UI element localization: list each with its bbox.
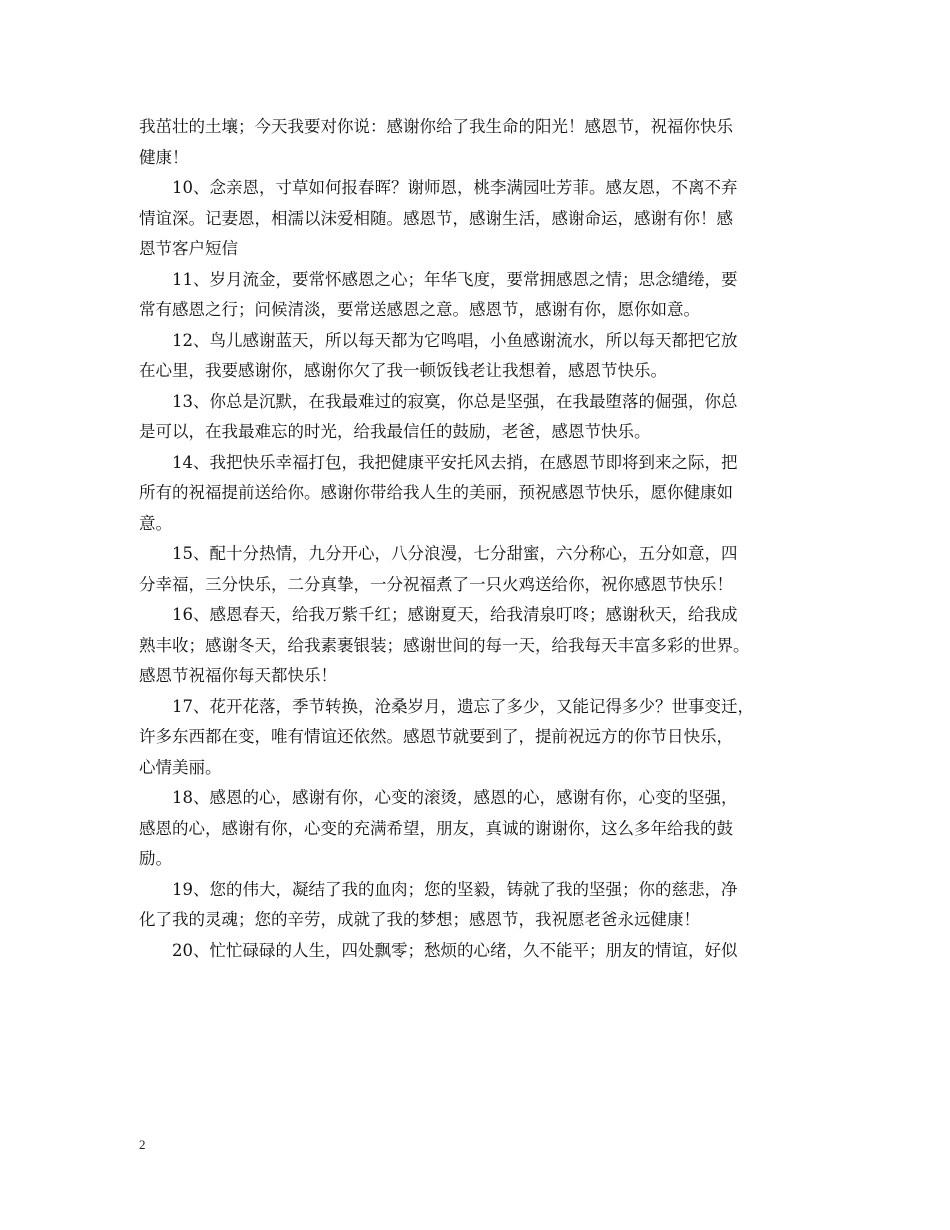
text-line: 感恩节祝福你每天都快乐！ bbox=[139, 666, 337, 685]
paragraph bbox=[139, 783, 819, 875]
paragraph bbox=[139, 600, 819, 692]
text-line: 17、花开花落，季节转换，沧桑岁月，遗忘了多少，又能记得多少？世事变迁， bbox=[172, 696, 754, 716]
text-line: 19、您的伟大，凝结了我的血肉；您的坚毅，铸就了我的坚强；你的慈悲，净 bbox=[172, 879, 738, 899]
paragraph bbox=[139, 112, 819, 173]
paragraph bbox=[139, 326, 819, 387]
text-line: 励。 bbox=[139, 849, 172, 868]
text-line: 20、忙忙碌碌的人生，四处飘零；愁烦的心绪，久不能平；朋友的情谊，好似 bbox=[172, 940, 738, 960]
text-line: 分幸福，三分快乐，二分真挚，一分祝福煮了一只火鸡送给你，祝你感恩节快乐！ bbox=[139, 574, 733, 594]
text-line: 健康！ bbox=[139, 147, 189, 167]
text-line: 我茁壮的土壤；今天我要对你说：感谢你给了我生命的阳光！感恩节，祝福你快乐 bbox=[139, 117, 733, 136]
text-line: 恩节客户短信 bbox=[139, 239, 238, 258]
text-line: 化了我的灵魂；您的辛劳，成就了我的梦想；感恩节，我祝愿老爸永远健康！ bbox=[139, 910, 700, 929]
paragraph bbox=[139, 875, 819, 936]
text-line: 在心里，我要感谢你，感谢你欠了我一顿饭钱老让我想着，感恩节快乐。 bbox=[139, 361, 667, 380]
text-line: 12、鸟儿感谢蓝天，所以每天都为它鸣唱，小鱼感谢流水，所以每天都把它放 bbox=[172, 330, 738, 350]
paragraph bbox=[139, 539, 819, 600]
text-line: 所有的祝福提前送给你。感谢你带给我人生的美丽，预祝感恩节快乐，愿你健康如 bbox=[139, 483, 733, 502]
text-line: 熟丰收；感谢冬天，给我素裹银装；感谢世间的每一天，给我每天丰富多彩的世界。 bbox=[139, 635, 750, 655]
page-number: 2 bbox=[139, 1137, 146, 1152]
text-line: 许多东西都在变，唯有情谊还依然。感恩节就要到了，提前祝远方的你节日快乐， bbox=[139, 727, 733, 746]
text-line: 感恩的心，感谢有你，心变的充满希望，朋友，真诚的谢谢你，这么多年给我的鼓 bbox=[139, 818, 733, 838]
paragraph bbox=[139, 173, 819, 265]
text-line: 15、配十分热情，九分开心，八分浪漫，七分甜蜜，六分称心，五分如意，四 bbox=[172, 544, 738, 563]
text-line: 14、我把快乐幸福打包，我把健康平安托风去捎，在感恩节即将到来之际，把 bbox=[172, 452, 738, 472]
body-text bbox=[139, 112, 819, 966]
text-line: 16、感恩春天，给我万紫千红；感谢夏天，给我清泉叮咚；感谢秋天，给我成 bbox=[172, 605, 738, 624]
text-line: 18、感恩的心，感谢有你，心变的滚烫，感恩的心，感谢有你，心变的坚强， bbox=[172, 788, 738, 807]
text-line: 11、岁月流金，要常怀感恩之心；年华飞度，要常拥感恩之情；思念缱绻，要 bbox=[172, 269, 738, 289]
paragraph bbox=[139, 387, 819, 448]
text-line: 常有感恩之行；问候清淡，要常送感恩之意。感恩节，感谢有你，愿你如意。 bbox=[139, 300, 700, 319]
paragraph bbox=[139, 936, 819, 967]
text-line: 是可以，在我最难忘的时光，给我最信任的鼓励，老爸，感恩节快乐。 bbox=[139, 422, 651, 441]
text-line: 心情美丽。 bbox=[139, 757, 222, 777]
text-line: 情谊深。记妻恩，相濡以沫爱相随。感恩节，感谢生活，感谢命运，感谢有你！感 bbox=[139, 208, 733, 228]
text-line: 意。 bbox=[139, 513, 172, 533]
text-line: 10、念亲恩，寸草如何报春晖？谢师恩，桃李满园吐芳菲。感友恩，不离不弃 bbox=[172, 178, 738, 197]
paragraph bbox=[139, 265, 819, 326]
text-line: 13、你总是沉默，在我最难过的寂寞，你总是坚强，在我最堕落的倔强，你总 bbox=[172, 391, 738, 411]
paragraph bbox=[139, 448, 819, 540]
paragraph bbox=[139, 692, 819, 784]
